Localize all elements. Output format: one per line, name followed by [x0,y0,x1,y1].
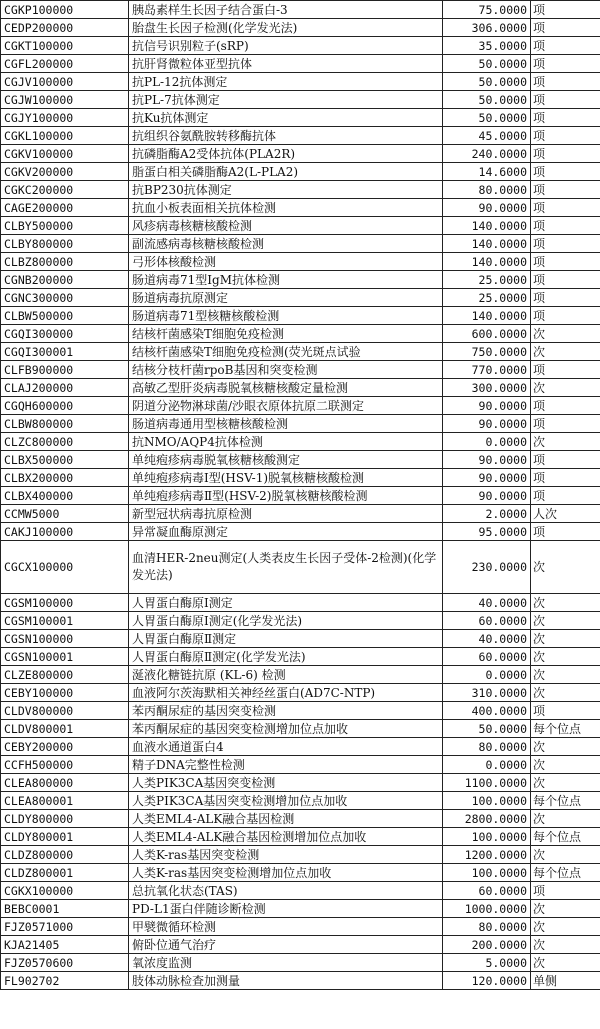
unit-cell: 项 [531,199,600,217]
table-row [1,325,600,343]
table-row [1,469,600,487]
price-cell: 100.0000 [443,864,531,882]
item-code-cell: CLDV800000 [1,702,129,720]
item-name-cell: 血清HER-2neu测定(人类表皮生长因子受体-2检测)(化学发光法) [129,541,443,594]
unit-cell: 项 [531,235,600,253]
table-row [1,612,600,630]
item-name-cell: 俯卧位通气治疗 [129,936,443,954]
price-cell: 14.6000 [443,163,531,181]
table-row [1,199,600,217]
item-name-cell: 人类EML4-ALK融合基因检测增加位点加收 [129,828,443,846]
item-name-cell: 精子DNA完整性检测 [129,756,443,774]
unit-cell: 项 [531,361,600,379]
item-name-cell: 胎盘生长因子检测(化学发光法) [129,19,443,37]
item-name-cell: 人类EML4-ALK融合基因检测 [129,810,443,828]
price-cell: 90.0000 [443,469,531,487]
item-code-cell: CGKV200000 [1,163,129,181]
item-name-cell: 脂蛋白相关磷脂酶A2(L-PLA2) [129,163,443,181]
table-row [1,936,600,954]
unit-cell: 次 [531,738,600,756]
item-code-cell: CGKP100000 [1,1,129,19]
price-cell: 140.0000 [443,235,531,253]
unit-cell: 项 [531,523,600,541]
unit-cell: 次 [531,541,600,594]
item-code-cell: CGSM100001 [1,612,129,630]
unit-cell: 项 [531,217,600,235]
unit-cell: 项 [531,451,600,469]
item-code-cell: CGSN100001 [1,648,129,666]
item-name-cell: 肢体动脉检查加测量 [129,972,443,990]
price-cell: 50.0000 [443,73,531,91]
item-name-cell: 抗肝肾微粒体亚型抗体 [129,55,443,73]
item-name-cell: 肠道病毒71型IgM抗体检测 [129,271,443,289]
table-row [1,900,600,918]
price-cell: 140.0000 [443,217,531,235]
table-row [1,433,600,451]
table-row [1,379,600,397]
item-name-cell: 高敏乙型肝炎病毒脱氧核糖核酸定量检测 [129,379,443,397]
table-row [1,792,600,810]
unit-cell: 项 [531,307,600,325]
price-cell: 240.0000 [443,145,531,163]
table-row [1,1,600,19]
item-code-cell: CGSN100000 [1,630,129,648]
price-cell: 1200.0000 [443,846,531,864]
unit-cell: 次 [531,774,600,792]
unit-cell: 每个位点 [531,828,600,846]
unit-cell: 项 [531,487,600,505]
table-row [1,505,600,523]
item-name-cell: 结核分枝杆菌rpoB基因和突变检测 [129,361,443,379]
item-name-cell: 弓形体核酸检测 [129,253,443,271]
item-code-cell: CLEA800001 [1,792,129,810]
table-row [1,846,600,864]
price-cell: 35.0000 [443,37,531,55]
unit-cell: 项 [531,469,600,487]
table-row [1,253,600,271]
item-code-cell: CAKJ100000 [1,523,129,541]
item-name-cell: 抗信号识别粒子(sRP) [129,37,443,55]
item-code-cell: CGKV100000 [1,145,129,163]
item-code-cell: CEBY200000 [1,738,129,756]
price-cell: 80.0000 [443,918,531,936]
item-code-cell: CGQH600000 [1,397,129,415]
table-row [1,307,600,325]
table-row [1,19,600,37]
item-code-cell: CGNB200000 [1,271,129,289]
price-cell: 75.0000 [443,1,531,19]
item-name-cell: 氧浓度监测 [129,954,443,972]
table-row [1,451,600,469]
table-row [1,630,600,648]
unit-cell: 次 [531,900,600,918]
item-name-cell: 胰岛素样生长因子结合蛋白-3 [129,1,443,19]
price-cell: 770.0000 [443,361,531,379]
price-cell: 200.0000 [443,936,531,954]
price-cell: 90.0000 [443,415,531,433]
unit-cell: 次 [531,918,600,936]
unit-cell: 项 [531,397,600,415]
unit-cell: 次 [531,936,600,954]
item-name-cell: 肠道病毒71型核糖核酸检测 [129,307,443,325]
price-cell: 60.0000 [443,612,531,630]
table-body [1,1,600,990]
item-name-cell: 人胃蛋白酶原Ⅰ测定 [129,594,443,612]
table-row [1,343,600,361]
unit-cell: 次 [531,810,600,828]
item-name-cell: 抗Ku抗体测定 [129,109,443,127]
item-code-cell: CLAJ200000 [1,379,129,397]
price-cell: 80.0000 [443,738,531,756]
item-code-cell: CGQI300001 [1,343,129,361]
price-cell: 40.0000 [443,594,531,612]
item-code-cell: CAGE200000 [1,199,129,217]
price-cell: 230.0000 [443,541,531,594]
unit-cell: 次 [531,343,600,361]
price-cell: 140.0000 [443,253,531,271]
table-row [1,541,600,594]
price-cell: 40.0000 [443,630,531,648]
item-name-cell: 人类PIK3CA基因突变检测 [129,774,443,792]
item-name-cell: 抗PL-7抗体测定 [129,91,443,109]
table-row [1,828,600,846]
unit-cell: 每个位点 [531,720,600,738]
item-name-cell: 单纯疱疹病毒Ⅱ型(HSV-2)脱氧核糖核酸检测 [129,487,443,505]
item-code-cell: CLBY500000 [1,217,129,235]
item-name-cell: 肠道病毒抗原测定 [129,289,443,307]
table-row [1,235,600,253]
price-cell: 45.0000 [443,127,531,145]
price-cell: 100.0000 [443,792,531,810]
price-cell: 1000.0000 [443,900,531,918]
price-cell: 90.0000 [443,487,531,505]
unit-cell: 次 [531,954,600,972]
unit-cell: 项 [531,271,600,289]
unit-cell: 项 [531,55,600,73]
table-row [1,594,600,612]
item-name-cell: 异常凝血酶原测定 [129,523,443,541]
price-cell: 0.0000 [443,666,531,684]
item-code-cell: KJA21405 [1,936,129,954]
unit-cell: 项 [531,91,600,109]
item-name-cell: 人胃蛋白酶原Ⅱ测定(化学发光法) [129,648,443,666]
unit-cell: 次 [531,756,600,774]
unit-cell: 每个位点 [531,792,600,810]
table-row [1,127,600,145]
item-name-cell: 抗磷脂酶A2受体抗体(PLA2R) [129,145,443,163]
item-name-cell: 血液阿尔茨海默相关神经丝蛋白(AD7C-NTP) [129,684,443,702]
price-cell: 140.0000 [443,307,531,325]
item-name-cell: 抗BP230抗体测定 [129,181,443,199]
unit-cell: 次 [531,666,600,684]
item-code-cell: CGKL100000 [1,127,129,145]
item-code-cell: FJZ0571000 [1,918,129,936]
price-cell: 400.0000 [443,702,531,720]
item-name-cell: 苯丙酮尿症的基因突变检测增加位点加收 [129,720,443,738]
price-cell: 1100.0000 [443,774,531,792]
item-code-cell: CLBZ800000 [1,253,129,271]
unit-cell: 每个位点 [531,864,600,882]
item-name-cell: 抗组织谷氨酰胺转移酶抗体 [129,127,443,145]
item-code-cell: CLDY800001 [1,828,129,846]
unit-cell: 项 [531,109,600,127]
unit-cell: 项 [531,163,600,181]
item-name-cell: 人胃蛋白酶原Ⅱ测定 [129,630,443,648]
table-row [1,684,600,702]
table-row [1,972,600,990]
table-row [1,91,600,109]
table-row [1,271,600,289]
unit-cell: 项 [531,37,600,55]
item-code-cell: CLDZ800001 [1,864,129,882]
item-code-cell: CGSM100000 [1,594,129,612]
item-code-cell: CCFH500000 [1,756,129,774]
price-cell: 25.0000 [443,271,531,289]
item-name-cell: 抗血小板表面相关抗体检测 [129,199,443,217]
price-cell: 120.0000 [443,972,531,990]
price-cell: 95.0000 [443,523,531,541]
unit-cell: 项 [531,19,600,37]
unit-cell: 次 [531,325,600,343]
price-cell: 50.0000 [443,109,531,127]
unit-cell: 单侧 [531,972,600,990]
price-cell: 80.0000 [443,181,531,199]
price-cell: 50.0000 [443,91,531,109]
item-code-cell: CGCX100000 [1,541,129,594]
item-code-cell: CLZC800000 [1,433,129,451]
item-code-cell: FL902702 [1,972,129,990]
item-code-cell: CLBW500000 [1,307,129,325]
unit-cell: 次 [531,846,600,864]
item-code-cell: CGJV100000 [1,73,129,91]
item-code-cell: CLDZ800000 [1,846,129,864]
unit-cell: 次 [531,433,600,451]
unit-cell: 次 [531,630,600,648]
unit-cell: 项 [531,882,600,900]
unit-cell: 次 [531,594,600,612]
table-row [1,864,600,882]
table-row [1,648,600,666]
unit-cell: 人次 [531,505,600,523]
item-name-cell: 抗PL-12抗体测定 [129,73,443,91]
item-code-cell: CEDP200000 [1,19,129,37]
price-cell: 300.0000 [443,379,531,397]
item-code-cell: CLEA800000 [1,774,129,792]
item-code-cell: FJZ0570600 [1,954,129,972]
table-row [1,163,600,181]
unit-cell: 次 [531,684,600,702]
item-code-cell: CLBY800000 [1,235,129,253]
price-cell: 310.0000 [443,684,531,702]
item-code-cell: CLBX400000 [1,487,129,505]
unit-cell: 项 [531,73,600,91]
item-name-cell: 甲襞微循环检测 [129,918,443,936]
price-cell: 100.0000 [443,828,531,846]
item-name-cell: 人类K-ras基因突变检测增加位点加收 [129,864,443,882]
table-row [1,37,600,55]
table-row [1,756,600,774]
item-name-cell: 人胃蛋白酶原Ⅰ测定(化学发光法) [129,612,443,630]
item-code-cell: CGNC300000 [1,289,129,307]
table-row [1,810,600,828]
item-name-cell: PD-L1蛋白伴随诊断检测 [129,900,443,918]
item-name-cell: 单纯疱疹病毒脱氧核糖核酸测定 [129,451,443,469]
item-name-cell: 副流感病毒核糖核酸检测 [129,235,443,253]
item-code-cell: CLZE800000 [1,666,129,684]
item-code-cell: CLFB900000 [1,361,129,379]
item-name-cell: 血液水通道蛋白4 [129,738,443,756]
table-row [1,882,600,900]
item-code-cell: CGKX100000 [1,882,129,900]
table-row [1,181,600,199]
item-name-cell: 涎液化糖链抗原 (KL-6) 检测 [129,666,443,684]
unit-cell: 项 [531,289,600,307]
item-name-cell: 人类PIK3CA基因突变检测增加位点加收 [129,792,443,810]
price-cell: 50.0000 [443,720,531,738]
item-name-cell: 新型冠状病毒抗原检测 [129,505,443,523]
item-name-cell: 肠道病毒通用型核糖核酸检测 [129,415,443,433]
table-row [1,289,600,307]
price-cell: 750.0000 [443,343,531,361]
table-row [1,774,600,792]
item-name-cell: 总抗氧化状态(TAS) [129,882,443,900]
table-row [1,109,600,127]
price-cell: 50.0000 [443,55,531,73]
table-row [1,397,600,415]
price-cell: 2800.0000 [443,810,531,828]
table-row [1,738,600,756]
price-cell: 60.0000 [443,882,531,900]
unit-cell: 项 [531,253,600,271]
item-code-cell: CGJY100000 [1,109,129,127]
price-cell: 2.0000 [443,505,531,523]
price-cell: 90.0000 [443,397,531,415]
price-cell: 306.0000 [443,19,531,37]
unit-cell: 次 [531,648,600,666]
table-row [1,487,600,505]
item-name-cell: 单纯疱疹病毒Ⅰ型(HSV-1)脱氧核糖核酸检测 [129,469,443,487]
unit-cell: 项 [531,127,600,145]
item-code-cell: CGKT100000 [1,37,129,55]
item-code-cell: CEBY100000 [1,684,129,702]
table-row [1,55,600,73]
table-row [1,361,600,379]
item-name-cell: 结核杆菌感染T细胞免疫检测 [129,325,443,343]
price-cell: 0.0000 [443,433,531,451]
table-row [1,918,600,936]
item-code-cell: CLBX200000 [1,469,129,487]
item-name-cell: 结核杆菌感染T细胞免疫检测(荧光斑点试验 [129,343,443,361]
table-row [1,217,600,235]
item-code-cell: CLDV800001 [1,720,129,738]
item-code-cell: CGFL200000 [1,55,129,73]
item-code-cell: CLDY800000 [1,810,129,828]
table-row [1,720,600,738]
price-cell: 60.0000 [443,648,531,666]
unit-cell: 项 [531,145,600,163]
unit-cell: 项 [531,181,600,199]
price-cell: 90.0000 [443,199,531,217]
unit-cell: 项 [531,415,600,433]
table-row [1,523,600,541]
price-cell: 25.0000 [443,289,531,307]
unit-cell: 项 [531,702,600,720]
item-code-cell: CGQI300000 [1,325,129,343]
table-row [1,145,600,163]
item-name-cell: 人类K-ras基因突变检测 [129,846,443,864]
table-row [1,415,600,433]
item-name-cell: 苯丙酮尿症的基因突变检测 [129,702,443,720]
table-row [1,73,600,91]
item-code-cell: BEBC0001 [1,900,129,918]
item-code-cell: CLBW800000 [1,415,129,433]
item-code-cell: CGKC200000 [1,181,129,199]
price-cell: 90.0000 [443,451,531,469]
table-row [1,666,600,684]
price-cell: 600.0000 [443,325,531,343]
table-row [1,702,600,720]
item-name-cell: 阴道分泌物淋球菌/沙眼衣原体抗原二联测定 [129,397,443,415]
item-code-cell: CCMW5000 [1,505,129,523]
unit-cell: 次 [531,612,600,630]
item-name-cell: 风疹病毒核糖核酸检测 [129,217,443,235]
table-row [1,954,600,972]
item-code-cell: CLBX500000 [1,451,129,469]
unit-cell: 项 [531,1,600,19]
price-cell: 5.0000 [443,954,531,972]
item-code-cell: CGJW100000 [1,91,129,109]
price-cell: 0.0000 [443,756,531,774]
item-name-cell: 抗NMO/AQP4抗体检测 [129,433,443,451]
unit-cell: 次 [531,379,600,397]
